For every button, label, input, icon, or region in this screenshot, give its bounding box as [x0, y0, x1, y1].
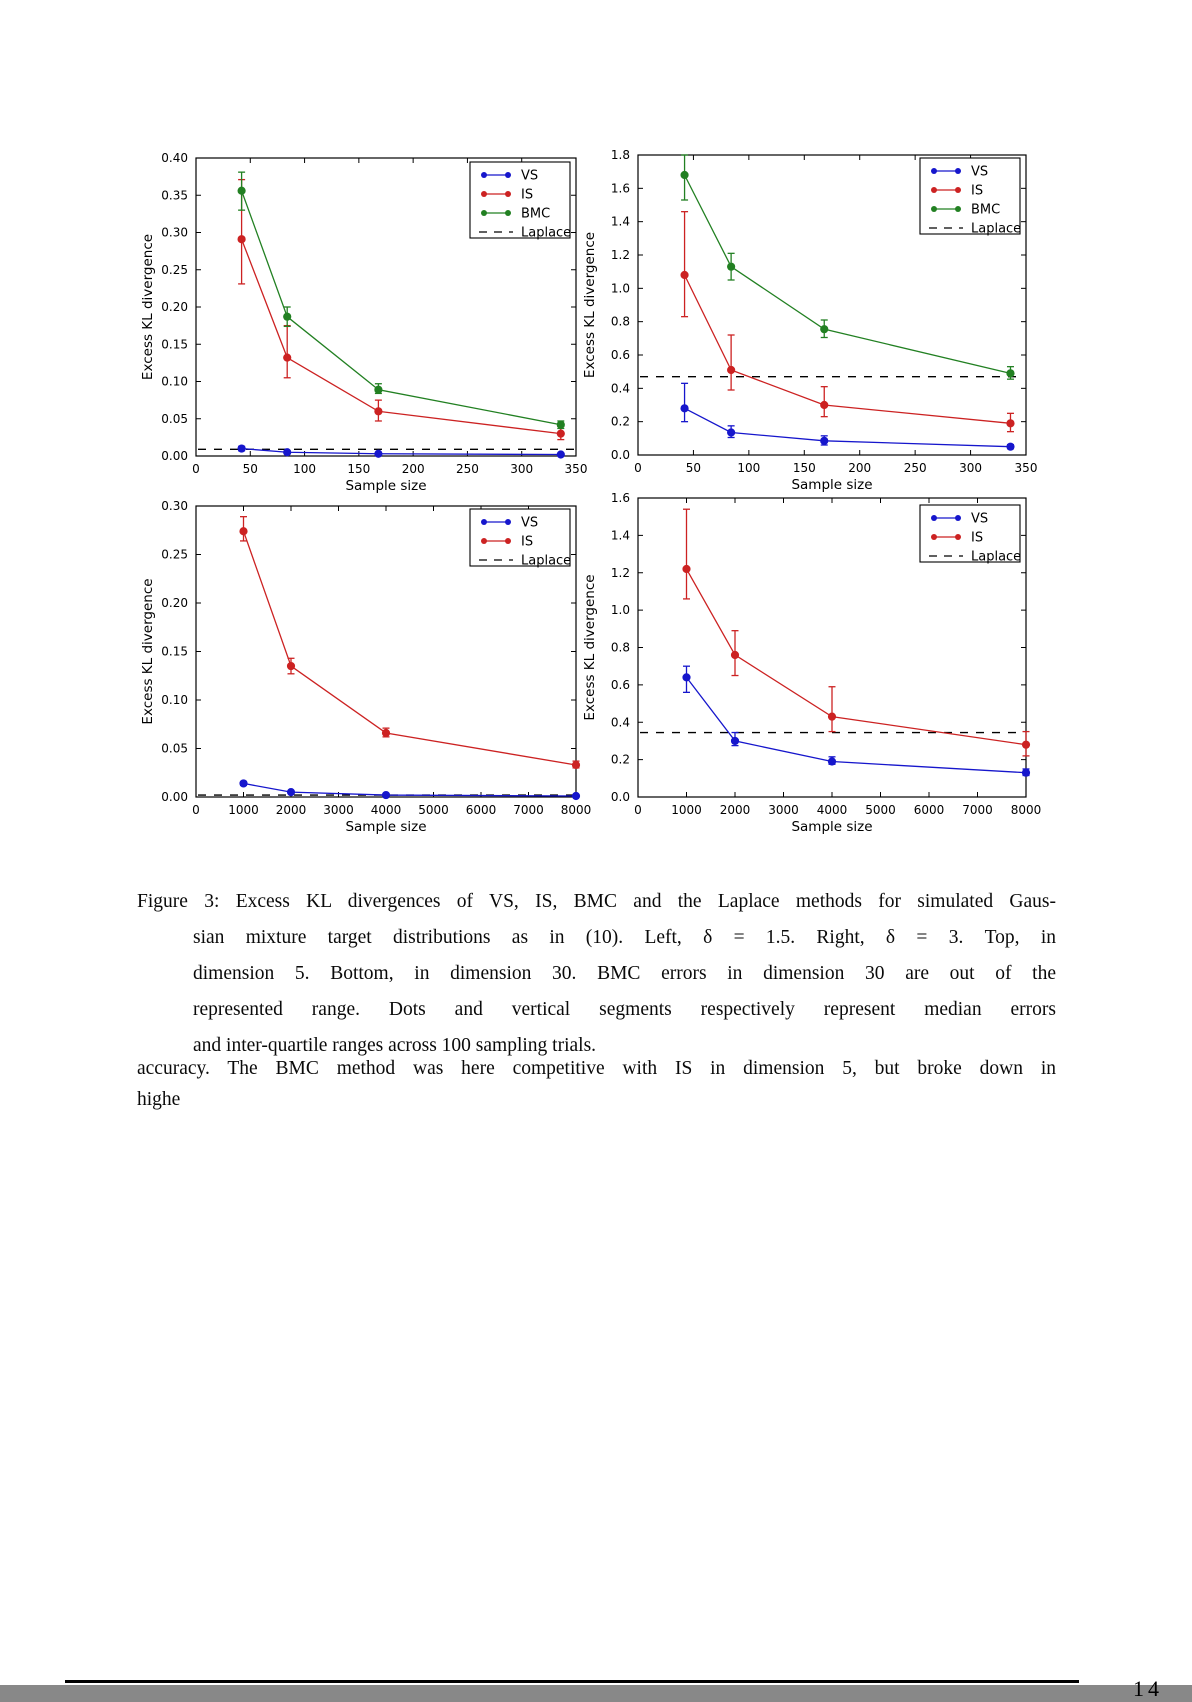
legend-label: Laplace — [521, 225, 572, 241]
y-tick-label: 0.6 — [610, 348, 630, 362]
y-tick-label: 0.05 — [161, 741, 188, 756]
data-point — [238, 236, 245, 243]
x-tick-label: 1000 — [228, 803, 259, 817]
x-tick-label: 50 — [685, 461, 702, 475]
y-tick-label: 0.30 — [161, 225, 188, 240]
page-number: 14 — [1133, 1676, 1163, 1701]
caption-text: Excess KL divergences of VS, IS, BMC and the Laplace methods for simulated Gaus- — [235, 891, 1056, 912]
x-tick-label: 2000 — [275, 803, 307, 817]
data-point — [1007, 370, 1014, 377]
plot-top-right — [582, 148, 1037, 493]
data-point — [1007, 443, 1014, 450]
y-tick-label: 0.8 — [610, 314, 630, 329]
legend-label: VS — [971, 511, 989, 527]
data-point — [240, 528, 247, 535]
x-tick-label: 7000 — [513, 803, 544, 817]
data-point — [240, 780, 247, 787]
data-point — [821, 326, 828, 333]
x-tick-label: 200 — [401, 462, 425, 476]
x-tick-label: 300 — [510, 462, 534, 476]
y-tick-label: 0.00 — [161, 790, 188, 804]
data-point — [238, 187, 245, 194]
data-point — [731, 737, 738, 744]
y-tick-label: 0.4 — [610, 381, 630, 396]
data-point — [681, 171, 688, 178]
y-axis-label: Excess KL divergence — [140, 578, 156, 725]
data-point — [828, 758, 835, 765]
legend-label: VS — [971, 164, 989, 180]
x-tick-label: 0 — [634, 461, 642, 475]
legend-label: Laplace — [971, 221, 1022, 237]
x-tick-label: 5000 — [418, 803, 449, 817]
legend-label: IS — [971, 530, 984, 546]
x-tick-label: 6000 — [913, 803, 945, 817]
x-tick-label: 4000 — [370, 803, 402, 817]
y-tick-label: 0.35 — [161, 188, 188, 203]
body-paragraph — [137, 1053, 1056, 1115]
data-point — [681, 271, 688, 278]
data-point — [821, 401, 828, 408]
y-tick-label: 0.2 — [610, 414, 630, 429]
x-tick-label: 250 — [455, 462, 479, 476]
y-tick-label: 0.0 — [610, 448, 630, 462]
x-tick-label: 3000 — [323, 803, 354, 817]
x-tick-label: 350 — [1014, 461, 1038, 475]
legend — [920, 158, 1021, 237]
legend-label: VS — [521, 515, 539, 531]
y-axis-label: Excess KL divergence — [582, 231, 598, 379]
x-tick-label: 2000 — [719, 803, 751, 817]
data-point — [284, 313, 291, 320]
x-axis-label: Sample size — [791, 477, 873, 493]
caption-line: represented range. Dots and vertical segments respectively represent median errors — [193, 999, 1056, 1020]
legend — [470, 509, 571, 569]
data-point — [557, 451, 564, 458]
legend-label: IS — [521, 187, 534, 203]
legend-label: VS — [521, 168, 539, 184]
data-point — [1007, 420, 1014, 427]
data-point — [382, 729, 389, 736]
figure-caption — [137, 884, 1056, 1064]
data-point — [731, 651, 738, 658]
data-point — [728, 263, 735, 270]
data-point — [284, 354, 291, 361]
legend — [470, 162, 571, 241]
x-tick-label: 100 — [293, 462, 317, 476]
x-tick-label: 5000 — [865, 803, 896, 817]
y-tick-label: 0.15 — [161, 644, 188, 659]
x-tick-label: 7000 — [962, 803, 993, 817]
x-tick-label: 50 — [242, 462, 258, 476]
y-tick-label: 1.2 — [610, 248, 630, 262]
y-tick-label: 0.30 — [161, 499, 188, 513]
data-point — [382, 791, 389, 798]
legend-label: Laplace — [971, 549, 1022, 565]
legend-label: BMC — [521, 206, 551, 222]
x-tick-label: 3000 — [768, 803, 799, 817]
legend-label: IS — [971, 183, 984, 199]
y-tick-label: 1.0 — [610, 603, 630, 618]
data-point — [284, 449, 291, 456]
legend-label: BMC — [971, 202, 1001, 218]
x-tick-label: 8000 — [1010, 803, 1042, 817]
data-point — [375, 408, 382, 415]
y-tick-label: 1.6 — [610, 491, 630, 505]
x-tick-label: 200 — [848, 461, 872, 475]
y-tick-label: 0.20 — [161, 596, 188, 610]
legend-label: IS — [521, 534, 534, 550]
caption-line: dimension 5. Bottom, in dimension 30. BMC errors in dimension 30 are out of the — [193, 963, 1056, 984]
data-point — [728, 429, 735, 436]
x-tick-label: 300 — [959, 461, 983, 475]
data-point — [238, 445, 245, 452]
caption-label: Figure 3: — [137, 891, 220, 912]
x-tick-label: 4000 — [816, 803, 848, 817]
y-tick-label: 1.0 — [610, 281, 630, 296]
x-tick-label: 0 — [634, 803, 642, 817]
y-tick-label: 1.2 — [610, 565, 630, 580]
x-tick-label: 1000 — [671, 803, 702, 817]
y-tick-label: 0.15 — [161, 337, 188, 352]
data-point — [1022, 741, 1029, 748]
y-tick-label: 0.05 — [161, 411, 188, 426]
x-tick-label: 150 — [792, 461, 816, 475]
x-axis-label: Sample size — [791, 819, 873, 835]
data-point — [821, 437, 828, 444]
data-point — [683, 674, 690, 681]
y-tick-label: 0.8 — [610, 640, 630, 655]
plot-bottom-right — [582, 491, 1041, 835]
data-point — [681, 405, 688, 412]
data-point — [287, 789, 294, 796]
y-axis-label: Excess KL divergence — [582, 574, 598, 721]
data-point — [375, 450, 382, 457]
x-tick-label: 100 — [737, 461, 761, 475]
x-tick-label: 250 — [903, 461, 927, 475]
legend-label: Laplace — [521, 553, 572, 569]
data-point — [1022, 769, 1029, 776]
body-line: accuracy. The BMC method was here competitive with IS in dimension 5, but broke down in — [137, 1058, 1056, 1079]
data-point — [728, 366, 735, 373]
data-point — [557, 430, 564, 437]
y-tick-label: 0.2 — [610, 752, 630, 767]
data-point — [375, 386, 382, 393]
x-tick-label: 350 — [564, 462, 588, 476]
x-tick-label: 0 — [192, 462, 200, 476]
x-tick-label: 6000 — [465, 803, 497, 817]
data-point — [683, 565, 690, 572]
data-point — [572, 792, 579, 799]
y-tick-label: 0.25 — [161, 262, 188, 277]
y-tick-label: 1.6 — [610, 181, 630, 196]
y-tick-label: 0.00 — [161, 449, 188, 463]
y-tick-label: 0.4 — [610, 715, 630, 730]
y-tick-label: 0.10 — [161, 374, 188, 389]
y-tick-label: 0.25 — [161, 547, 188, 562]
y-tick-label: 0.40 — [161, 151, 188, 165]
legend — [920, 505, 1021, 565]
x-tick-label: 0 — [192, 803, 200, 817]
y-tick-label: 0.20 — [161, 300, 188, 314]
caption-line — [137, 884, 1056, 920]
y-tick-label: 0.0 — [610, 790, 630, 804]
y-tick-label: 0.10 — [161, 693, 188, 707]
data-point — [287, 662, 294, 669]
body-line: highe — [137, 1089, 181, 1110]
x-axis-label: Sample size — [345, 819, 427, 835]
x-tick-label: 8000 — [560, 803, 592, 817]
y-axis-label: Excess KL divergence — [140, 233, 156, 381]
data-point — [572, 761, 579, 768]
y-tick-label: 1.8 — [610, 148, 630, 162]
data-point — [828, 713, 835, 720]
x-axis-label: Sample size — [345, 478, 427, 494]
footer-rule — [65, 1680, 1079, 1683]
y-tick-label: 1.4 — [610, 528, 630, 543]
plot-top-left — [140, 151, 587, 494]
x-tick-label: 150 — [347, 462, 371, 476]
caption-line: sian mixture target distributions as in (10). Left, δ = 1.5. Right, δ = 3. Top, in — [193, 927, 1056, 948]
caption-line: and inter-quartile ranges across 100 sampling trials. — [193, 1035, 597, 1056]
data-point — [557, 421, 564, 428]
plot-bottom-left — [140, 499, 591, 835]
y-tick-label: 1.4 — [610, 214, 630, 229]
y-tick-label: 0.6 — [610, 677, 630, 692]
